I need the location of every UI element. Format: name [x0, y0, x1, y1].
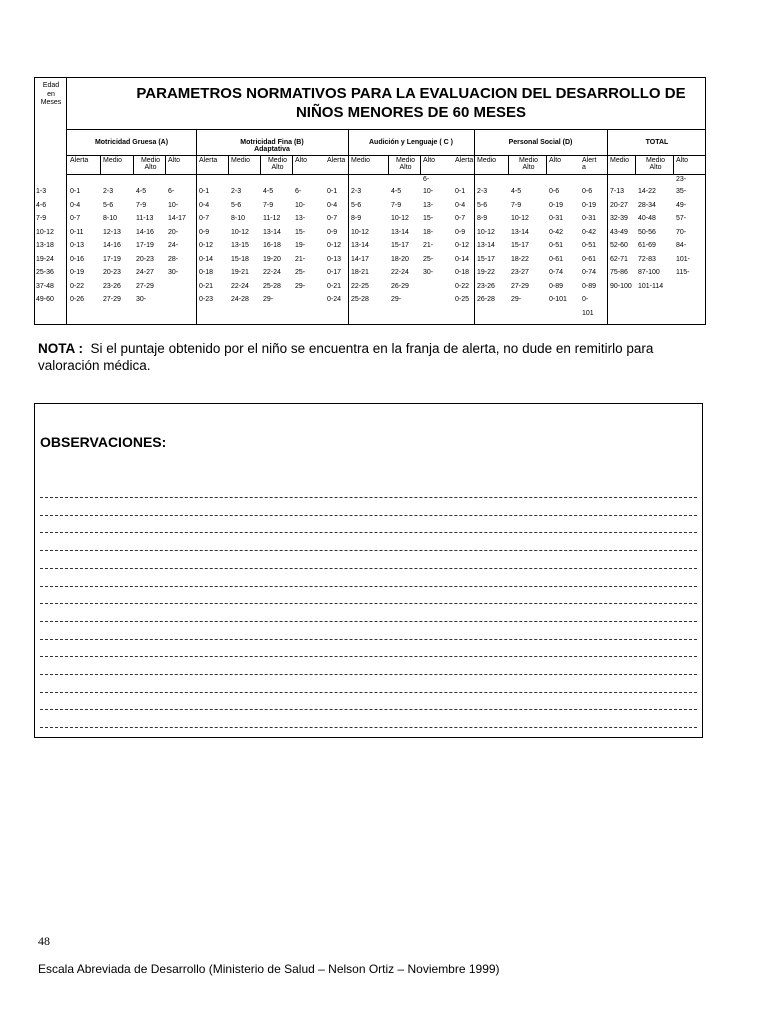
table-cell: 20-23 — [136, 255, 154, 263]
table-cell: 90-100 — [610, 282, 632, 290]
table-cell: 0-26 — [70, 296, 85, 303]
table-cell: 13-14 — [351, 242, 369, 249]
subheader-text: Alto — [676, 157, 689, 164]
subheader-text2: Alto — [649, 164, 662, 171]
table-cell: 13-14 — [477, 242, 495, 249]
table-cell: 0-31 — [582, 215, 597, 222]
table-cell: 29- — [511, 296, 522, 303]
table-cell: 19-20 — [263, 255, 281, 263]
table-cell: 0-22 — [455, 282, 470, 290]
table-cell: 23- — [676, 176, 687, 183]
subcolumn-divider — [546, 156, 547, 175]
subheader-cell — [228, 157, 260, 164]
table-cell: 25- — [423, 255, 434, 263]
table-cell: 10-12 — [351, 228, 369, 236]
subheader-text2: Alto — [399, 164, 412, 171]
table-cell: 0-24 — [327, 296, 342, 303]
subheader-text: Medio — [231, 157, 251, 164]
age-cell: 13-18 — [36, 242, 54, 249]
age-cell: 37-48 — [36, 282, 54, 290]
table-cell: 10- — [423, 188, 434, 195]
subheader-cell — [133, 157, 165, 171]
nota-text: Si el puntaje obtenido por el niño se encuentra en la franja de alerta, no dude en remitirlo para valoración médica. — [38, 341, 654, 373]
table-cell: 4-5 — [263, 188, 274, 195]
table-cell: 101- — [676, 255, 691, 263]
table-cell: 10- — [168, 201, 179, 209]
subheader-text: Alto — [549, 157, 562, 164]
table-cell: 13-15 — [231, 242, 249, 249]
table-cell: 8-10 — [103, 215, 118, 222]
subheader-text: Medio — [610, 157, 630, 164]
table-cell: 14-16 — [103, 242, 121, 249]
table-cell: 26-28 — [477, 296, 495, 303]
table-cell: 30- — [423, 269, 434, 276]
section-header-label: TOTAL — [645, 139, 669, 146]
table-cell: 22-25 — [351, 282, 369, 290]
table-cell: 20-23 — [103, 269, 121, 276]
subheader-cell — [579, 157, 607, 171]
table-cell: 0-89 — [549, 282, 564, 290]
edad-label-line3: Meses — [40, 99, 62, 106]
table-cell: 29- — [391, 296, 402, 303]
table-cell: 13-14 — [263, 228, 281, 236]
subcolumn-divider — [228, 156, 229, 175]
observaciones-title: OBSERVACIONES: — [40, 434, 167, 450]
table-cell: 0-23 — [199, 296, 214, 303]
table-cell: 0-4 — [70, 201, 81, 209]
table-cell: 0-7 — [327, 215, 338, 222]
table-cell: 0-12 — [455, 242, 470, 249]
table-cell: 18-20 — [391, 255, 409, 263]
subheader-cell — [673, 157, 714, 164]
table-cell: 7-13 — [610, 188, 625, 195]
table-cell: 6- — [423, 176, 430, 183]
subheader-text: Alerta — [70, 157, 89, 164]
table-cell: 25- — [295, 269, 306, 276]
subheader-text2: a — [582, 164, 586, 171]
subheader-cell — [260, 157, 292, 171]
table-cell: 0-14 — [455, 255, 470, 263]
table-cell: 6- — [168, 188, 175, 195]
subcolumn-divider — [165, 156, 166, 175]
table-cell: 0-51 — [582, 242, 597, 249]
edad-label-line2: en — [47, 90, 55, 98]
table-cell: 5-6 — [351, 201, 362, 209]
table-cell: 13-14 — [511, 228, 529, 236]
table-cell: 0-74 — [582, 269, 597, 276]
table-cell: 0-4 — [199, 201, 210, 209]
table-cell: 25-28 — [263, 282, 281, 290]
table-cell: 12-13 — [103, 228, 121, 236]
subheader-cell — [67, 157, 100, 164]
table-cell: 0-9 — [199, 228, 210, 236]
subheader-text: Medio — [267, 157, 288, 164]
table-cell: 87-100 — [638, 269, 660, 276]
table-cell: 24- — [168, 242, 179, 249]
table-cell: 101-114 — [638, 282, 664, 290]
subheader-text2: Alto — [144, 164, 157, 171]
age-cell: 7-9 — [36, 215, 47, 222]
title-line2: NIÑOS MENORES DE 60 MESES — [295, 104, 527, 121]
table-cell: 14-17 — [168, 215, 186, 222]
table-cell: 0-4 — [455, 201, 466, 209]
table-cell: 19-21 — [231, 269, 249, 276]
observation-line — [40, 568, 697, 569]
table-cell: 0-61 — [582, 255, 597, 263]
table-cell: 0-7 — [70, 215, 81, 222]
table-cell: 0-6 — [549, 188, 560, 195]
table-cell: 2-3 — [103, 188, 114, 195]
subheader-text: Medio — [395, 157, 416, 164]
subheader-text: Alert — [582, 157, 597, 164]
table-cell: 0-51 — [549, 242, 564, 249]
table-cell: 0-74 — [549, 269, 564, 276]
subheader-cell — [635, 157, 673, 171]
table-cell: 30- — [136, 296, 147, 303]
section-header-label: Motricidad Gruesa (A) — [94, 139, 169, 146]
subheader-row — [67, 156, 705, 175]
table-cell: 15-17 — [511, 242, 529, 249]
table-cell: 20- — [168, 228, 179, 236]
subheader-text: Alto — [295, 157, 308, 164]
subheader-cell — [348, 157, 388, 164]
table-cell: 0-19 — [549, 201, 564, 209]
table-cell: 18-22 — [511, 255, 529, 263]
subcolumn-divider — [607, 156, 608, 175]
table-cell: 0-101 — [549, 296, 567, 303]
edad-label — [35, 82, 67, 108]
table-cell: 7-9 — [263, 201, 274, 209]
table-cell: 101 — [582, 309, 594, 317]
table-cell: 22-24 — [391, 269, 409, 276]
table-cell: 0-42 — [549, 228, 564, 236]
table-cell: 6- — [295, 188, 302, 195]
table-cell: 0-13 — [70, 242, 85, 249]
table-cell: 28-34 — [638, 201, 656, 209]
table-cell: 15- — [423, 215, 434, 222]
table-cell: 62-71 — [610, 255, 628, 263]
subheader-text: Medio — [103, 157, 123, 164]
table-cell: 5-6 — [103, 201, 114, 209]
subheader-text: Medio — [477, 157, 497, 164]
age-cell: 10-12 — [36, 228, 54, 236]
table-cell: 30- — [168, 269, 179, 276]
nota-paragraph — [38, 340, 698, 374]
table-cell: 70- — [676, 228, 687, 236]
table-cell: 0-12 — [199, 242, 214, 249]
age-cell: 1-3 — [36, 188, 47, 195]
table-title — [67, 84, 705, 122]
table-cell: 21- — [423, 242, 434, 249]
table-cell: 0-9 — [327, 228, 338, 236]
table-cell: 22-24 — [263, 269, 281, 276]
table-cell: 10-12 — [477, 228, 495, 236]
subheader-cell — [420, 157, 452, 164]
subcolumn-divider — [474, 156, 475, 175]
subheader-cell — [196, 157, 228, 164]
table-cell: 0-19 — [70, 269, 85, 276]
table-cell: 24-27 — [136, 269, 154, 276]
table-cell: 0-7 — [455, 215, 466, 222]
table-cell: 17-19 — [103, 255, 121, 263]
observation-line — [40, 727, 697, 728]
edad-label-line1: Edad — [42, 82, 60, 89]
section-divider — [196, 130, 197, 324]
table-cell: 115- — [676, 269, 690, 276]
table-cell: 0-17 — [327, 269, 342, 276]
table-cell: 40-48 — [638, 215, 656, 222]
table-cell: 5-6 — [231, 201, 242, 209]
section-header-label: Audición y Lenguaje ( C ) — [368, 139, 453, 146]
page-number: 48 — [38, 934, 50, 948]
table-cell: 25-28 — [351, 296, 369, 303]
table-cell: 13- — [295, 215, 306, 222]
subcolumn-divider — [133, 156, 134, 175]
subheader-text: Medio — [518, 157, 539, 164]
table-cell: 7-9 — [136, 201, 147, 209]
subheader-text: Medio — [645, 157, 666, 164]
section-header-label2: Adaptativa — [254, 146, 290, 153]
table-cell: 0-61 — [549, 255, 564, 263]
table-cell: 0-18 — [199, 269, 214, 276]
table-cell: 2-3 — [231, 188, 242, 195]
subheader-text: Alerta — [199, 157, 218, 164]
section-header — [348, 130, 474, 155]
table-cell: 0-31 — [549, 215, 564, 222]
table-cell: 0-18 — [455, 269, 470, 276]
subheader-cell — [607, 157, 635, 164]
table-cell: 18-21 — [351, 269, 369, 276]
table-cell: 84- — [676, 242, 687, 249]
table-cell: 0-1 — [199, 188, 210, 195]
table-cell: 52-60 — [610, 242, 628, 249]
observation-line — [40, 586, 697, 587]
table-cell: 10-12 — [391, 215, 409, 222]
subcolumn-divider — [508, 156, 509, 175]
table-cell: 4-5 — [136, 188, 147, 195]
table-cell: 75-86 — [610, 269, 628, 276]
table-cell: 0-11 — [70, 228, 84, 236]
subcolumn-divider — [635, 156, 636, 175]
observation-line — [40, 692, 697, 693]
table-cell: 0-12 — [327, 242, 342, 249]
subcolumn-divider — [260, 156, 261, 175]
age-cell: 4-6 — [36, 201, 47, 209]
table-cell: 0-9 — [455, 228, 466, 236]
table-cell: 13- — [423, 201, 434, 209]
table-cell: 8-10 — [231, 215, 246, 222]
table-cell: 29- — [295, 282, 306, 290]
table-cell: 27-29 — [103, 296, 121, 303]
table-cell: 49- — [676, 201, 687, 209]
table-cell: 28- — [168, 255, 179, 263]
observaciones-box — [34, 403, 703, 738]
subheader-text: Alerta — [455, 157, 474, 164]
section-header — [67, 130, 196, 155]
title-row — [67, 78, 705, 130]
table-cell: 0-16 — [70, 255, 85, 263]
subcolumn-divider — [100, 156, 101, 175]
table-cell: 61-69 — [638, 242, 656, 249]
table-cell: 23-26 — [477, 282, 495, 290]
table-cell: 10- — [295, 201, 306, 209]
subcolumn-divider — [348, 156, 349, 175]
table-cell: 43-49 — [610, 228, 628, 236]
table-cell: 27-29 — [136, 282, 154, 290]
table-cell: 29- — [263, 296, 274, 303]
table-cell: 0-1 — [327, 188, 338, 195]
table-cell: 23-26 — [103, 282, 121, 290]
subcolumn-divider — [292, 156, 293, 175]
observation-line — [40, 656, 697, 657]
subheader-text: Medio — [351, 157, 371, 164]
table-cell: 17-19 — [136, 242, 154, 249]
subheader-text: Alerta — [327, 157, 346, 164]
table-cell: 4-5 — [511, 188, 522, 195]
subheader-cell — [165, 157, 196, 164]
table-cell: 13-14 — [391, 228, 409, 236]
subheader-cell — [100, 157, 133, 164]
table-cell: 57- — [676, 215, 687, 222]
nota-label: NOTA : — [38, 341, 83, 356]
age-cell: 19-24 — [36, 255, 54, 263]
table-cell: 0-6 — [582, 188, 593, 195]
table-cell: 0-1 — [455, 188, 466, 195]
table-cell: 0-25 — [455, 296, 470, 303]
footer-citation: Escala Abreviada de Desarrollo (Ministerio de Salud – Nelson Ortiz – Noviembre 1999) — [38, 962, 500, 976]
table-cell: 0-19 — [582, 201, 597, 209]
section-header — [474, 130, 607, 155]
subheader-cell — [452, 157, 474, 164]
table-cell: 15-17 — [391, 242, 409, 249]
table-cell: 0-1 — [70, 188, 81, 195]
table-cell: 0-42 — [582, 228, 597, 236]
table-cell: 5-6 — [477, 201, 488, 209]
table-cell: 0-7 — [199, 215, 210, 222]
table-cell: 4-5 — [391, 188, 402, 195]
observation-line — [40, 532, 697, 533]
table-cell: 35- — [676, 188, 687, 195]
subheader-text2: Alto — [271, 164, 284, 171]
table-cell: 50-56 — [638, 228, 656, 236]
table-cell: 72-83 — [638, 255, 656, 263]
observation-line — [40, 515, 697, 516]
table-cell: 24-28 — [231, 296, 249, 303]
subcolumn-divider — [673, 156, 674, 175]
table-cell: 23-27 — [511, 269, 529, 276]
table-cell: 8-9 — [477, 215, 488, 222]
table-cell: 15-17 — [477, 255, 495, 263]
title-line1: PARAMETROS NORMATIVOS PARA LA EVALUACION DEL DESARROLLO DE — [136, 85, 686, 102]
subheader-cell — [292, 157, 324, 164]
table-cell: 18- — [423, 228, 434, 236]
table-cell: 0-4 — [327, 201, 338, 209]
table-cell: 27-29 — [511, 282, 529, 290]
table-cell: 7-9 — [511, 201, 522, 209]
table-cell: 15-18 — [231, 255, 249, 263]
table-cell: 32-39 — [610, 215, 628, 222]
table-cell: 11-13 — [136, 215, 154, 222]
subheader-cell — [324, 157, 348, 164]
section-header — [607, 130, 707, 155]
observation-line — [40, 674, 697, 675]
observation-line — [40, 621, 697, 622]
table-cell: 0-89 — [582, 282, 597, 290]
table-cell: 10-12 — [231, 228, 249, 236]
observation-line — [40, 497, 697, 498]
table-cell: 2-3 — [477, 188, 488, 195]
table-cell: 0-13 — [327, 255, 342, 263]
table-cell: 19-22 — [477, 269, 495, 276]
subheader-cell — [546, 157, 579, 164]
subheader-cell — [474, 157, 508, 164]
table-cell: 0-21 — [327, 282, 342, 290]
normative-table — [34, 77, 706, 325]
table-cell: 14-22 — [638, 188, 656, 195]
subheader-text: Alto — [168, 157, 181, 164]
table-cell: 8-9 — [351, 215, 362, 222]
table-cell: 2-3 — [351, 188, 362, 195]
section-header-row — [67, 130, 705, 156]
observation-line — [40, 639, 697, 640]
subheader-text: Alto — [423, 157, 436, 164]
subheader-text2: Alto — [522, 164, 535, 171]
table-cell: 22-24 — [231, 282, 249, 290]
table-cell: 21- — [295, 255, 306, 263]
table-cell: 11-12 — [263, 215, 281, 222]
table-cell: 16-18 — [263, 242, 281, 249]
section-header — [196, 130, 348, 155]
table-cell: 0- — [582, 296, 589, 303]
table-cell: 14-17 — [351, 255, 369, 263]
table-cell: 15- — [295, 228, 306, 236]
subheader-text: Medio — [140, 157, 161, 164]
subcolumn-divider — [388, 156, 389, 175]
subheader-cell — [388, 157, 420, 171]
table-cell: 0-14 — [199, 255, 214, 263]
table-cell: 14-16 — [136, 228, 154, 236]
table-cell: 20-27 — [610, 201, 628, 209]
section-header-label: Motricidad Fina (B) — [240, 139, 304, 146]
observation-line — [40, 603, 697, 604]
age-cell: 25-36 — [36, 269, 54, 276]
table-cell: 7-9 — [391, 201, 402, 209]
table-cell: 0-22 — [70, 282, 85, 290]
observation-line — [40, 709, 697, 710]
subcolumn-divider — [420, 156, 421, 175]
table-cell: 26-29 — [391, 282, 409, 290]
age-cell: 49-60 — [36, 296, 54, 303]
table-cell: 19- — [295, 242, 306, 249]
observation-line — [40, 550, 697, 551]
table-cell: 0-21 — [199, 282, 214, 290]
section-header-label: Personal Social (D) — [508, 139, 573, 146]
subheader-cell — [508, 157, 546, 171]
table-cell: 10-12 — [511, 215, 529, 222]
